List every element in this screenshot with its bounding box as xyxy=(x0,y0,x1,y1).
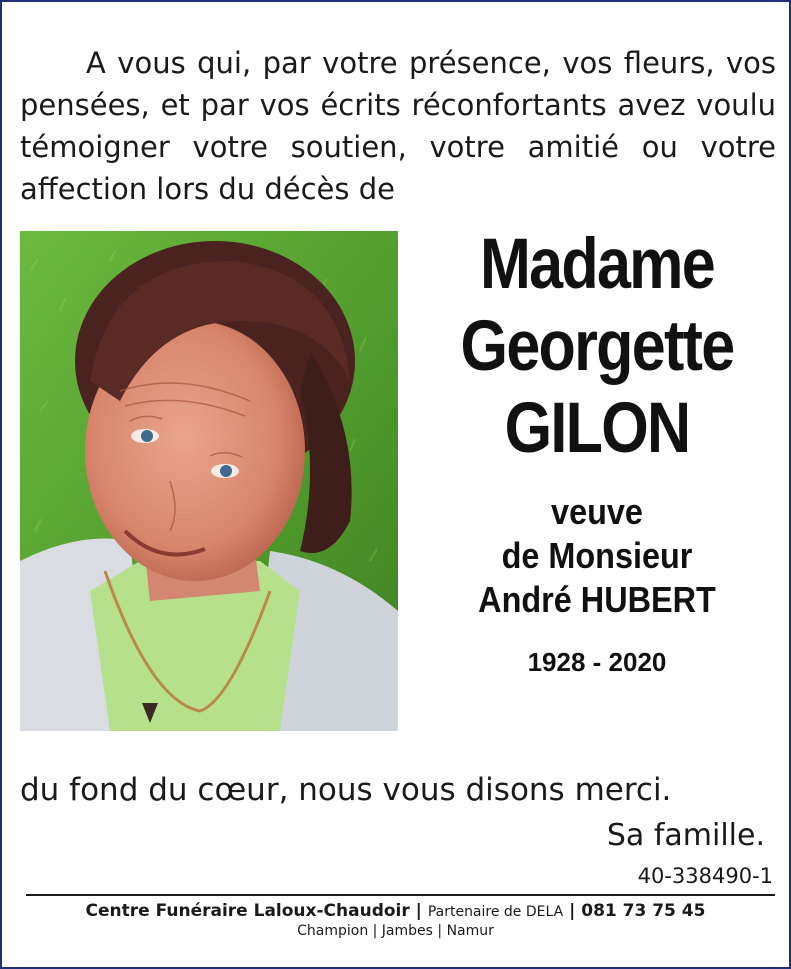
company-name: Centre Funéraire Laloux-Chaudoir xyxy=(85,901,410,921)
funeral-home-footer xyxy=(2,901,789,939)
deceased-title: Madame xyxy=(479,225,715,304)
deceased-last-name: GILON xyxy=(504,389,690,468)
family-signoff: Sa famille. xyxy=(606,818,765,853)
deceased-name xyxy=(402,224,791,470)
footer-separator: | xyxy=(409,901,428,921)
life-years: 1928 - 2020 xyxy=(527,647,667,677)
widow-line-2: de Monsieur xyxy=(501,535,693,576)
widow-statement xyxy=(402,490,791,622)
footer-divider xyxy=(26,894,775,896)
phone-number: 081 73 75 45 xyxy=(581,901,706,921)
partner-text: Partenaire de DELA xyxy=(427,904,564,920)
widow-line-1: veuve xyxy=(551,491,643,532)
portrait-image xyxy=(20,231,398,731)
footer-locations: Champion | Jambes | Namur xyxy=(297,923,494,939)
widow-line-3: André HUBERT xyxy=(478,579,716,620)
portrait-photo xyxy=(20,231,398,731)
deceased-first-name: Georgette xyxy=(460,307,734,386)
reference-number: 40-338490-1 xyxy=(637,864,773,888)
footer-line-1 xyxy=(2,901,789,921)
thanks-line: du fond du cœur, nous vous disons merci. xyxy=(20,772,672,808)
intro-paragraph: A vous qui, par votre présence, vos fleurs, vos pensées, et par vos écrits réconfortants avez voulu témoigner votre soutien, votre amitié ou votre affection lors du décès de xyxy=(20,46,776,206)
footer-separator: | xyxy=(563,901,582,921)
